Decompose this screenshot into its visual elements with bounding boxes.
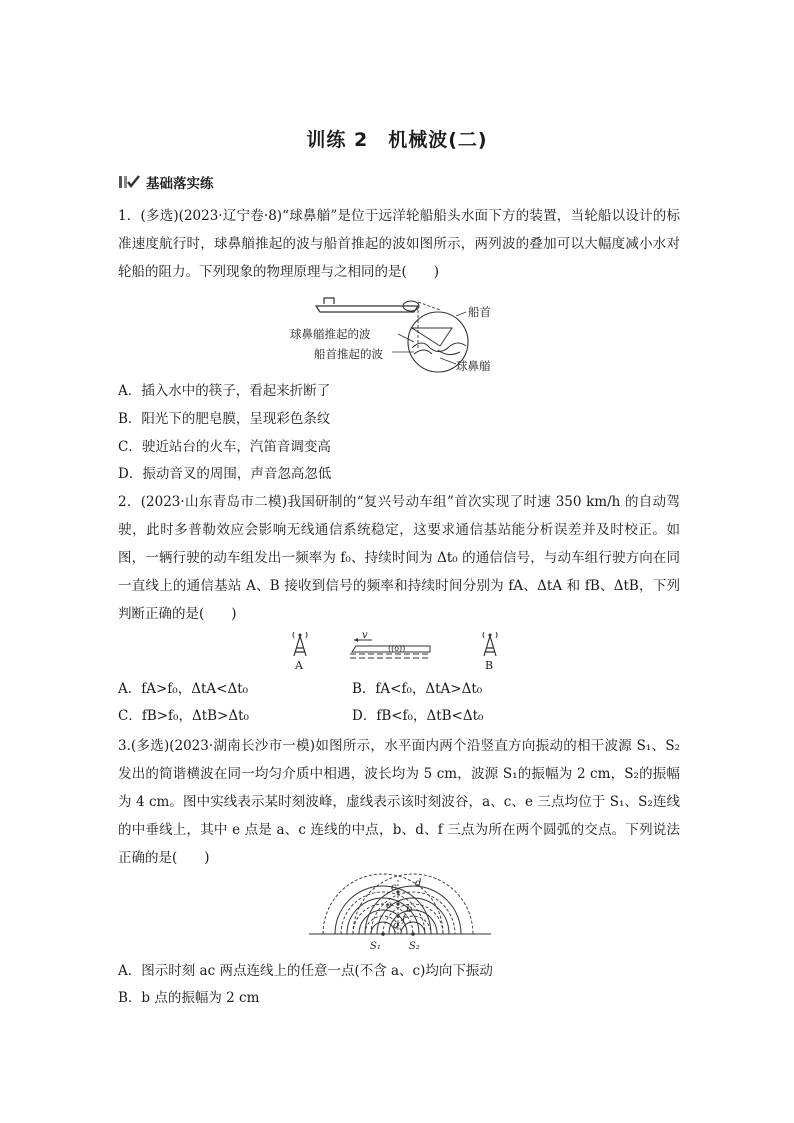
question-2-stem: 2．(2023·山东青岛市二模)我国研制的“复兴号动车组”首次实现了时速 350 km/h 的自动驾驶，此时多普勒效应会影响无线通信系统稳定，这要求通信基站能分析误差并及时校正。如图，一辆行驶的动车组发出一频率为 f₀、持续时间为 Δt₀ 的通信信号，与动车组行驶方向在同一直线上的通信基站 A、B 接收到信号的频率和持续时间分别为 fA、ΔtA 和 fB、ΔtB，下列判断正确的是( ) — [118, 494, 680, 622]
question-2-option-b: B．fA<f₀，ΔtA>Δt₀ — [352, 681, 483, 697]
question-1-option-a: A．插入水中的筷子，看起来折断了 — [118, 383, 331, 399]
question-3-figure — [305, 870, 495, 952]
question-2-option-d: D．fB<f₀，ΔtB<Δt₀ — [352, 708, 484, 724]
question-1-option-c: C．驶近站台的火车，汽笛音调变高 — [118, 439, 331, 455]
question-3-option-b: B．b 点的振幅为 2 cm — [118, 990, 260, 1006]
question-1-option-d: D．振动音叉的周围，声音忽高忽低 — [118, 466, 332, 482]
section-header — [118, 172, 214, 192]
label-bow: 船首 — [468, 305, 491, 319]
label-station-a: A — [295, 659, 303, 672]
question-2-option-a: A．fA>f₀，ΔtA<Δt₀ — [118, 681, 249, 697]
question-1-stem: 1．(多选)(2023·辽宁卷·8)“球鼻艏”是位于远洋轮船船头水面下方的装置，当轮船以设计的标准速度航行时，球鼻艏推起的波与船首推起的波如图所示，两列波的叠加可以大幅度减小水对轮船的阻力。下列现象的物理原理与之相同的是( ) — [118, 208, 680, 280]
label-b: b — [406, 904, 413, 915]
label-s1: S₁ — [370, 941, 381, 952]
label-a: a — [393, 920, 399, 931]
label-bulb: 球鼻艏 — [456, 359, 491, 373]
label-c: c — [391, 882, 397, 893]
label-bulb-wave: 球鼻艏推起的波 — [290, 327, 371, 341]
question-2-option-c: C．fB>f₀，ΔtB>Δt₀ — [118, 708, 249, 724]
question-1-option-b: B．阳光下的肥皂膜，呈现彩色条纹 — [118, 411, 331, 427]
label-station-b: B — [485, 659, 494, 672]
label-velocity: v — [362, 630, 368, 641]
tower-b-icon — [483, 632, 497, 656]
tower-a-icon — [293, 632, 307, 656]
section-title: 基础落实练 — [146, 176, 214, 192]
svg-text:((o)): ((o)) — [388, 644, 406, 653]
label-e: e — [386, 900, 392, 911]
label-s2: S₂ — [409, 941, 420, 952]
question-2-figure — [280, 628, 510, 672]
question-1-figure — [290, 290, 510, 376]
label-f: f — [402, 914, 406, 925]
page-title: 训练 2 机械波(二) — [306, 129, 488, 151]
question-3-stem: 3.(多选)(2023·湖南长沙市一模)如图所示，水平面内两个沿竖直方向振动的相干波源 S₁、S₂发出的简谐横波在同一均匀介质中相遇，波长均为 5 cm，波源 S₁的振幅为 2 cm，S₂的振幅为 4 cm。图中实线表示某时刻波峰，虚线表示该时刻波谷，a、c、e 三点均位于 S₁、S₂连线的中垂线上，其中 e 点是 a、c 连线的中点，b、d、f 三点为所在两个圆弧的交点。下列说法正确的是( ) — [118, 738, 680, 866]
question-3-option-a: A．图示时刻 ac 两点连线上的任意一点(不含 a、c)均向下振动 — [118, 963, 493, 979]
label-d: d — [415, 878, 422, 889]
checklist-icon — [118, 174, 140, 190]
label-bow-wave: 船首推起的波 — [314, 347, 383, 361]
